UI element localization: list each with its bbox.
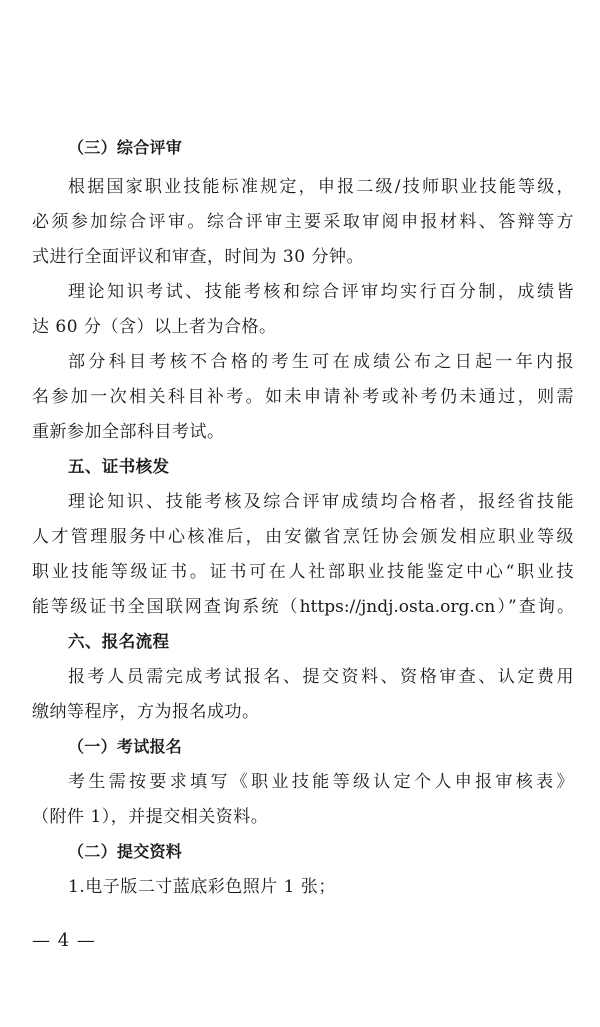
paragraph-line: 理论知识、技能考核及综合评审成绩均合格者，报经省技能 [68,492,574,512]
section-heading-registration-process: 六、报名流程 [68,632,170,651]
subsection-heading-submit-materials: （二）提交资料 [68,842,183,861]
paragraph-line: （附件 1），并提交相关资料。 [32,807,269,827]
paragraph-line: 重新参加全部科目考试。 [32,422,225,442]
paragraph-line: 人才管理服务中心核准后，由安徽省烹饪协会颁发相应职业等级 [32,527,574,547]
paragraph-line: 缴纳等程序，方为报名成功。 [32,702,260,722]
page-number: — 4 — [32,930,96,951]
section-heading-comprehensive-review: （三）综合评审 [68,138,183,157]
paragraph-line: 理论知识考试、技能考核和综合评审均实行百分制，成绩皆 [68,282,574,302]
paragraph-line: 考生需按要求填写《职业技能等级认定个人申报审核表》 [68,772,574,792]
paragraph-line: 名参加一次相关科目补考。如未申请补考或补考仍未通过，则需 [32,387,574,407]
subsection-heading-exam-registration: （一）考试报名 [68,737,183,756]
list-item: 1.电子版二寸蓝底彩色照片 1 张； [68,877,336,897]
paragraph-line: 达 60 分（含）以上者为合格。 [32,317,277,337]
paragraph-line: 部分科目考核不合格的考生可在成绩公布之日起一年内报 [68,352,574,372]
paragraph-line-with-url: 能等级证书全国联网查询系统（https://jndj.osta.org.cn）”查询。 [32,597,574,617]
paragraph-line: 根据国家职业技能标准规定，申报二级/技师职业技能等级， [68,177,574,197]
paragraph-line: 职业技能等级证书。证书可在人社部职业技能鉴定中心“职业技 [32,562,574,582]
paragraph-line: 式进行全面评议和审查，时间为 30 分钟。 [32,247,364,267]
paragraph-line: 报考人员需完成考试报名、提交资料、资格审查、认定费用 [68,667,574,687]
section-heading-certificate-issuance: 五、证书核发 [68,457,170,476]
paragraph-line: 必须参加综合评审。综合评审主要采取审阅申报材料、答辩等方 [32,212,574,232]
